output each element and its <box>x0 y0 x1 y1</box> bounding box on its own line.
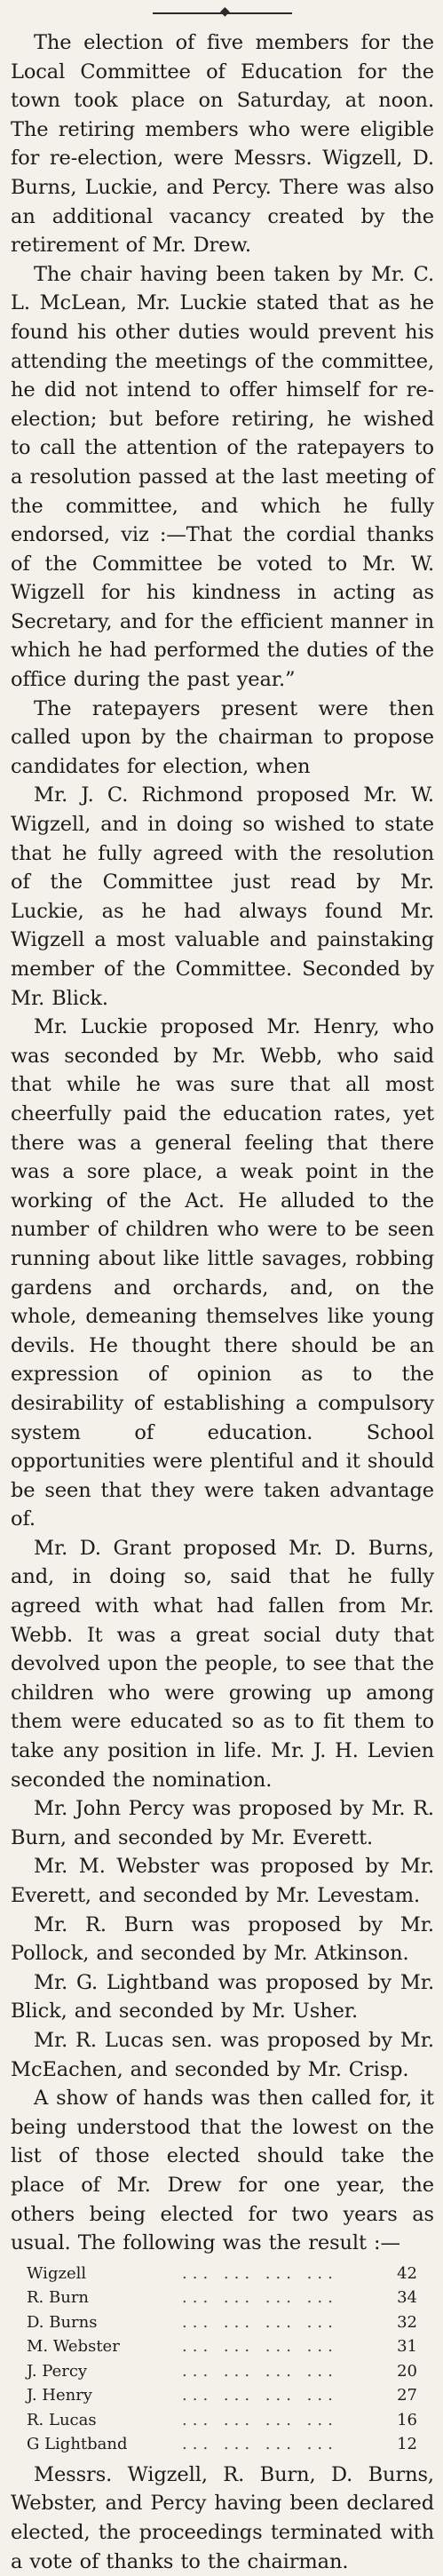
result-name: M. Webster <box>27 2337 120 2357</box>
paragraph-chair: The chair having been taken by Mr. C. L. McLean, Mr. Luckie stated that as he found his other duties would prevent his attending the meetings of the committee, he did not intend to offer himself for re-election; but before retiring, he wished to call the attention of the ratepayers to a resolution passed at the last meeting of the committee, and which he fully endorsed, viz :—That the cordial thanks of the Committee be voted to Mr. W. Wigzell for his kindness in acting as Secretary, and for the efficient manner in which he had performed the duties of the office during the past year.” <box>11 262 434 692</box>
result-row <box>27 2383 417 2408</box>
paragraph-burn-nomination: Mr. R. Burn was proposed by Mr. Pollock, and seconded by Mr. Atkinson. <box>11 1912 434 1966</box>
result-leader: ... ... ... ... <box>182 2288 338 2308</box>
paragraph-wigzell-nomination: Mr. J. C. Richmond proposed Mr. W. Wigzell, and in doing so wished to state that he fully agreed with the resolution of the Committee just read by Mr. Luckie, as he had always found Mr. Wigzell a most valuable and painstaking member of the Committee. Seconded by Mr. Blick. <box>11 783 434 1010</box>
result-row <box>27 2432 417 2457</box>
paragraph-candidates-call: The ratepayers present were then called upon by the chairman to propose candidates for election, when <box>11 696 434 778</box>
result-name: J. Henry <box>27 2386 92 2405</box>
result-name: Wigzell <box>27 2263 87 2283</box>
paragraph-percy-nomination: Mr. John Percy was proposed by Mr. R. Burn, and seconded by Mr. Everett. <box>11 1797 434 1849</box>
result-row <box>27 2334 417 2359</box>
result-name: D. Burns <box>27 2312 98 2332</box>
result-votes: 42 <box>397 2263 417 2283</box>
rule-ornament-icon: ◆ <box>220 4 230 19</box>
result-name: J. Percy <box>27 2361 88 2381</box>
result-name: R. Lucas <box>27 2410 97 2429</box>
result-votes: 32 <box>397 2312 417 2332</box>
result-name: R. Burn <box>27 2288 90 2308</box>
result-row <box>27 2408 417 2433</box>
result-votes: 16 <box>397 2410 417 2429</box>
result-leader: ... ... ... ... <box>182 2435 338 2454</box>
header-rule <box>11 4 434 20</box>
result-leader: ... ... ... ... <box>182 2410 338 2429</box>
result-row <box>27 2286 417 2310</box>
result-leader: ... ... ... ... <box>182 2361 338 2381</box>
result-leader: ... ... ... ... <box>182 2337 338 2357</box>
paragraph-show-of-hands: A show of hands was then called for, it being understood that the lowest on the list of those elected should take the place of Mr. Drew for one year, the others being elected for two years as usual. The following was the result :— <box>11 2087 434 2255</box>
result-leader: ... ... ... ... <box>182 2312 338 2332</box>
paragraph-closing: Messrs. Wigzell, R. Burn, D. Burns, Webster, and Percy having been declared elected, the proceedings terminated with a vote of thanks to the chairman. <box>11 2462 434 2573</box>
result-votes: 34 <box>397 2288 417 2308</box>
result-votes: 31 <box>397 2337 417 2357</box>
paragraph-webster-nomination: Mr. M. Webster was proposed by Mr. Everett, and seconded by Mr. Levestam. <box>11 1855 434 1907</box>
result-votes: 20 <box>397 2361 417 2381</box>
result-leader: ... ... ... ... <box>182 2263 338 2283</box>
result-leader: ... ... ... ... <box>182 2386 338 2405</box>
paragraph-henry-nomination: Mr. Luckie proposed Mr. Henry, who was seconded by Mr. Webb, who said that while he was sure that all most cheerfully paid the education rates, yet there was a general feeling that there was a sore place, a weak point in the working of the Act. He alluded to the number of children who were to be seen running about like little savages, robbing gardens and orchards, and, on the whole, demeaning themselves like young devils. He thought there should be an expression of opinion as to the desirability of establishing a compulsory system of education. School opportunities were plentiful and it should be seen that they were taken advantage of. <box>11 1015 434 1531</box>
article-body <box>11 28 434 2576</box>
results-list <box>27 2262 434 2457</box>
result-row <box>27 2359 417 2384</box>
paragraph-intro: The election of five members for the Local Committee of Education for the town took place on Saturday, at noon. The retiring members who were eligible for re-election, were Messrs. Wigzell, D. Burns, Luckie, and Percy. There was also an additional vacancy created by the retirement of Mr. Drew. <box>11 31 434 258</box>
result-votes: 12 <box>397 2435 417 2454</box>
paragraph-lightband-nomination: Mr. G. Lightband was proposed by Mr. Blick, and seconded by Mr. Usher. <box>11 1970 434 2023</box>
result-votes: 27 <box>397 2386 417 2405</box>
paragraph-burns-nomination: Mr. D. Grant proposed Mr. D. Burns, and, in doing so, said that he fully agreed with what had fallen from Mr. Webb. It was a great social duty that devolved upon the people, to see that the children who were growing up among them were educated so as to fit them to take any position in life. Mr. J. H. Levien seconded the nomination. <box>11 1536 434 1792</box>
paragraph-lucas-nomination: Mr. R. Lucas sen. was proposed by Mr. McEachen, and seconded by Mr. Crisp. <box>11 2028 434 2081</box>
result-name: G Lightband <box>27 2435 128 2454</box>
result-row <box>27 2262 417 2286</box>
result-row <box>27 2310 417 2335</box>
